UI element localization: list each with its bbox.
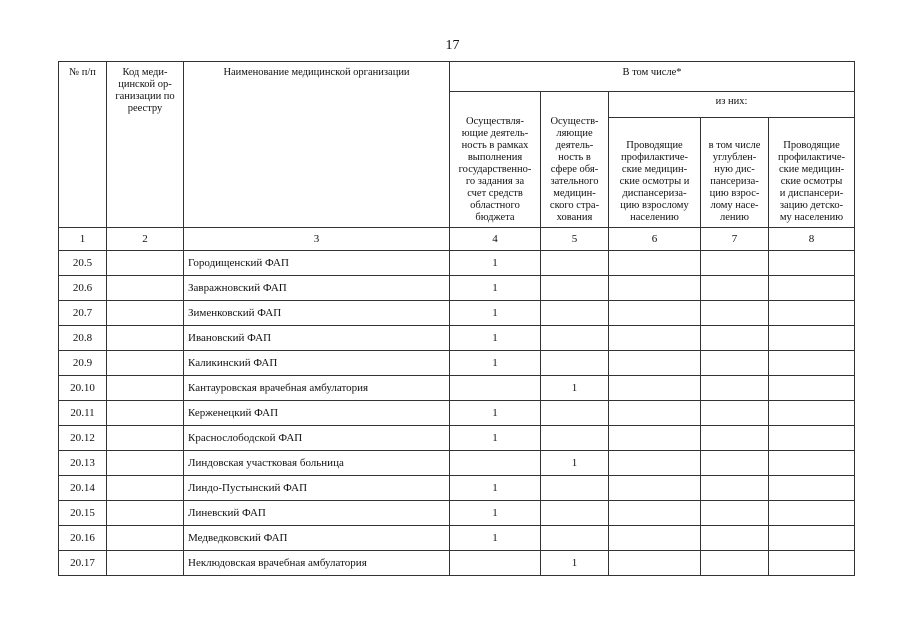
mandatory-insurance-cell [541,351,609,376]
organization-name-cell: Линевский ФАП [184,501,450,526]
column-number: 1 [59,228,107,251]
mandatory-insurance-cell: 1 [541,451,609,476]
child-checkups-cell [769,401,855,426]
adult-checkups-cell [609,551,701,576]
regional-budget-cell: 1 [450,401,541,426]
registry-code-cell [107,526,184,551]
row-number-cell: 20.9 [59,351,107,376]
table-row [59,251,855,276]
in-depth-checkups-cell [701,376,769,401]
row-number-cell: 20.11 [59,401,107,426]
registry-code-cell [107,426,184,451]
in-depth-checkups-cell [701,301,769,326]
in-depth-checkups-cell [701,251,769,276]
header-mandatory-insurance-label: Осуществ- ляющие деятель- ность в сфере обя- зательного медицин- ского стра- хования [549,116,600,223]
in-depth-checkups-cell [701,351,769,376]
organization-name-cell: Керженецкий ФАП [184,401,450,426]
header-child-checkups [769,118,855,228]
table-row [59,426,855,451]
row-number-cell: 20.14 [59,476,107,501]
child-checkups-cell [769,251,855,276]
child-checkups-cell [769,326,855,351]
adult-checkups-cell [609,451,701,476]
adult-checkups-cell [609,476,701,501]
in-depth-checkups-cell [701,451,769,476]
adult-checkups-cell [609,526,701,551]
child-checkups-cell [769,376,855,401]
header-of-which-label: из них: [715,96,748,107]
header-in-depth-checkups [701,118,769,228]
in-depth-checkups-cell [701,401,769,426]
mandatory-insurance-cell [541,301,609,326]
table-row [59,376,855,401]
medical-organizations-table [58,61,855,576]
header-adult-checkups-label: Проводящие профилактиче- ские медицин- ские осмотры и диспансериза- цию взрослому населению [619,140,690,223]
child-checkups-cell [769,301,855,326]
adult-checkups-cell [609,326,701,351]
header-including-group [450,62,855,92]
table-row [59,326,855,351]
organization-name-cell: Медведковский ФАП [184,526,450,551]
regional-budget-cell: 1 [450,501,541,526]
mandatory-insurance-cell [541,251,609,276]
header-child-checkups-label: Проводящие профилактиче- ские медицин- ские осмотры и диспансери- зацию детско- му населению [777,140,846,223]
header-registry-code-label: Код меди- цинской ор- ганизации по реестру [115,67,175,114]
in-depth-checkups-cell [701,326,769,351]
table-row [59,351,855,376]
adult-checkups-cell [609,251,701,276]
mandatory-insurance-cell: 1 [541,376,609,401]
adult-checkups-cell [609,351,701,376]
organization-name-cell: Кантауровская врачебная амбулатория [184,376,450,401]
column-number: 3 [184,228,450,251]
adult-checkups-cell [609,301,701,326]
header-regional-budget-label: Осуществля- ющие деятель- ность в рамках выполнения государственно- го задания за счет средств областного бюджета [458,116,532,223]
header-adult-checkups [609,118,701,228]
header-row-number [59,62,107,228]
regional-budget-cell: 1 [450,426,541,451]
regional-budget-cell: 1 [450,301,541,326]
column-number: 4 [450,228,541,251]
registry-code-cell [107,276,184,301]
registry-code-cell [107,476,184,501]
header-mandatory-insurance [541,92,609,228]
row-number-cell: 20.6 [59,276,107,301]
table-row [59,501,855,526]
page-number: 17 [445,38,460,53]
mandatory-insurance-cell [541,401,609,426]
in-depth-checkups-cell [701,426,769,451]
table-row [59,476,855,501]
regional-budget-cell: 1 [450,326,541,351]
adult-checkups-cell [609,501,701,526]
mandatory-insurance-cell [541,501,609,526]
mandatory-insurance-cell: 1 [541,551,609,576]
row-number-cell: 20.7 [59,301,107,326]
regional-budget-cell: 1 [450,351,541,376]
adult-checkups-cell [609,426,701,451]
in-depth-checkups-cell [701,551,769,576]
column-number: 8 [769,228,855,251]
registry-code-cell [107,401,184,426]
organization-name-cell: Неклюдовская врачебная амбулатория [184,551,450,576]
header-organization-name [184,62,450,228]
row-number-cell: 20.5 [59,251,107,276]
header-of-which-group [609,92,855,118]
column-number-row [59,228,855,251]
row-number-cell: 20.13 [59,451,107,476]
adult-checkups-cell [609,276,701,301]
header-registry-code [107,62,184,228]
child-checkups-cell [769,501,855,526]
regional-budget-cell: 1 [450,526,541,551]
column-number: 7 [701,228,769,251]
header-including-group-label: В том числе* [622,67,682,78]
table-row [59,301,855,326]
child-checkups-cell [769,526,855,551]
child-checkups-cell [769,451,855,476]
organization-name-cell: Краснослободской ФАП [184,426,450,451]
in-depth-checkups-cell [701,476,769,501]
mandatory-insurance-cell [541,326,609,351]
organization-name-cell: Линдовская участковая больница [184,451,450,476]
registry-code-cell [107,376,184,401]
header-row-number-label: № п/п [69,67,96,78]
table-row [59,401,855,426]
header-in-depth-checkups-label: в том числе углублен- ную дис- пансериза- цию взрос- лому насе- лению [708,140,761,223]
header-organization-name-label: Наименование медицинской организации [223,67,410,78]
row-number-cell: 20.16 [59,526,107,551]
registry-code-cell [107,251,184,276]
adult-checkups-cell [609,401,701,426]
in-depth-checkups-cell [701,276,769,301]
row-number-cell: 20.10 [59,376,107,401]
table-row [59,451,855,476]
row-number-cell: 20.15 [59,501,107,526]
table-row [59,526,855,551]
child-checkups-cell [769,426,855,451]
organization-name-cell: Завражновский ФАП [184,276,450,301]
regional-budget-cell [450,551,541,576]
in-depth-checkups-cell [701,526,769,551]
column-number: 5 [541,228,609,251]
row-number-cell: 20.17 [59,551,107,576]
registry-code-cell [107,326,184,351]
organization-name-cell: Городищенский ФАП [184,251,450,276]
organization-name-cell: Ивановский ФАП [184,326,450,351]
column-number: 2 [107,228,184,251]
row-number-cell: 20.12 [59,426,107,451]
mandatory-insurance-cell [541,526,609,551]
organization-name-cell: Зименковский ФАП [184,301,450,326]
mandatory-insurance-cell [541,476,609,501]
table-row [59,276,855,301]
registry-code-cell [107,501,184,526]
child-checkups-cell [769,476,855,501]
organization-name-cell: Линдо-Пустынский ФАП [184,476,450,501]
mandatory-insurance-cell [541,276,609,301]
mandatory-insurance-cell [541,426,609,451]
registry-code-cell [107,351,184,376]
regional-budget-cell: 1 [450,251,541,276]
registry-code-cell [107,551,184,576]
child-checkups-cell [769,551,855,576]
child-checkups-cell [769,276,855,301]
row-number-cell: 20.8 [59,326,107,351]
table-row [59,551,855,576]
regional-budget-cell: 1 [450,476,541,501]
registry-code-cell [107,301,184,326]
child-checkups-cell [769,351,855,376]
organization-name-cell: Каликинский ФАП [184,351,450,376]
registry-code-cell [107,451,184,476]
regional-budget-cell [450,451,541,476]
column-number: 6 [609,228,701,251]
regional-budget-cell: 1 [450,276,541,301]
in-depth-checkups-cell [701,501,769,526]
regional-budget-cell [450,376,541,401]
adult-checkups-cell [609,376,701,401]
header-regional-budget [450,92,541,228]
table-body [59,251,855,576]
